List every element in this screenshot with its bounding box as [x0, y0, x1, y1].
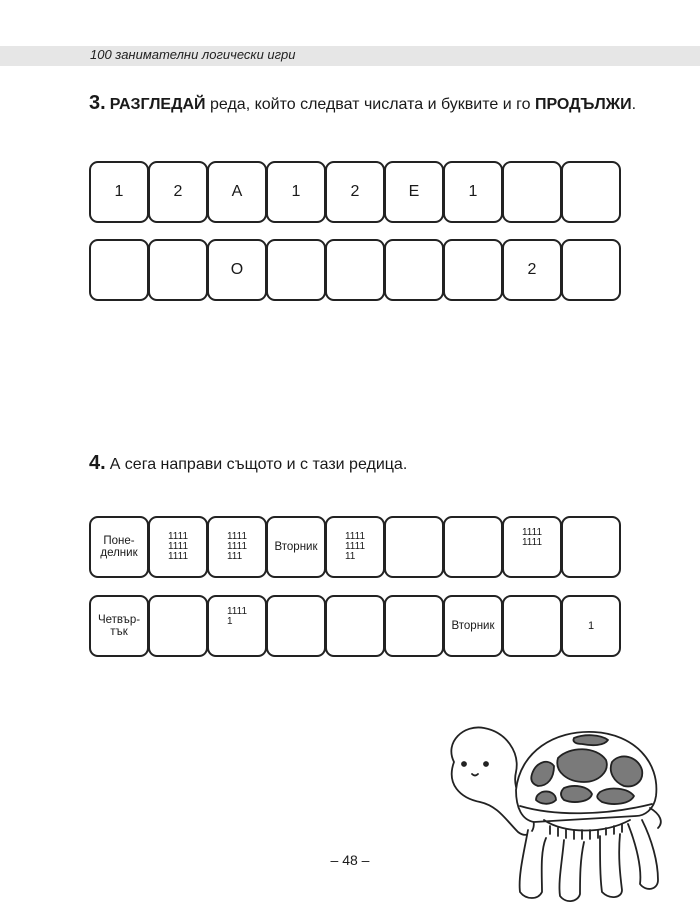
sequence-cell[interactable]: О [207, 239, 267, 301]
task-3-bold-continue: ПРОДЪЛЖИ [534, 96, 632, 113]
day-cell-tuesday[interactable]: Вторник [266, 516, 326, 578]
sequence-cell[interactable] [502, 595, 562, 657]
task-3-row-2 [89, 239, 620, 301]
sequence-cell[interactable] [148, 595, 208, 657]
sequence-cell[interactable] [266, 239, 326, 301]
sequence-cell[interactable] [502, 161, 562, 223]
sequence-cell[interactable] [266, 595, 326, 657]
sequence-cell[interactable] [325, 595, 385, 657]
sequence-cell[interactable]: 1 [443, 161, 503, 223]
turtle-illustration [424, 712, 674, 912]
tally-marks[interactable]: 1111 1111 11 [344, 531, 366, 562]
task-3-end: . [631, 96, 637, 113]
sequence-cell[interactable] [561, 161, 621, 223]
task-4-row-1 [89, 516, 620, 578]
day-cell-monday[interactable]: Поне- делник [89, 516, 149, 578]
day-cell-tuesday[interactable]: Вторник [443, 595, 503, 657]
sequence-cell[interactable]: 2 [325, 161, 385, 223]
sequence-cell[interactable]: 2 [502, 239, 562, 301]
sequence-cell[interactable] [89, 239, 149, 301]
sequence-cell[interactable] [443, 239, 503, 301]
task-4-number: 4. [89, 452, 106, 474]
task-4-text: А сега направи същото и с тази редица. [109, 456, 408, 473]
sequence-cell[interactable]: 2 [148, 161, 208, 223]
sequence-cell[interactable] [443, 516, 503, 578]
task-3-row-1 [89, 161, 620, 223]
tally-marks[interactable]: 1 [561, 595, 621, 657]
sequence-cell[interactable]: Е [384, 161, 444, 223]
sequence-cell[interactable] [384, 595, 444, 657]
page-number: – 48 – [330, 852, 370, 868]
tally-marks[interactable]: 1111 1111 111 [226, 531, 248, 562]
sequence-cell[interactable] [325, 239, 385, 301]
sequence-cell[interactable] [561, 239, 621, 301]
sequence-cell[interactable]: 1 [89, 161, 149, 223]
sequence-cell[interactable] [384, 516, 444, 578]
day-cell-thursday[interactable]: Четвър- тък [89, 595, 149, 657]
task-3-instruction [89, 92, 636, 115]
task-3-text: реда, който следват числата и буквите и го [205, 96, 535, 113]
tally-marks[interactable]: 1111 1111 1111 [167, 531, 189, 562]
sequence-cell[interactable] [384, 239, 444, 301]
task-3-bold-look: РАЗГЛЕДАЙ [109, 96, 206, 113]
task-3-number: 3. [89, 92, 106, 114]
sequence-cell[interactable] [561, 516, 621, 578]
sequence-cell[interactable]: А [207, 161, 267, 223]
tally-marks[interactable]: 1111 1111 [521, 527, 543, 548]
task-4-row-2 [89, 595, 620, 657]
running-header: 100 занимателни логически игри [90, 47, 296, 62]
sequence-cell[interactable]: 1 [266, 161, 326, 223]
tally-marks[interactable]: 1111 1 [226, 606, 248, 627]
task-4-instruction [89, 452, 407, 475]
sequence-cell[interactable] [148, 239, 208, 301]
